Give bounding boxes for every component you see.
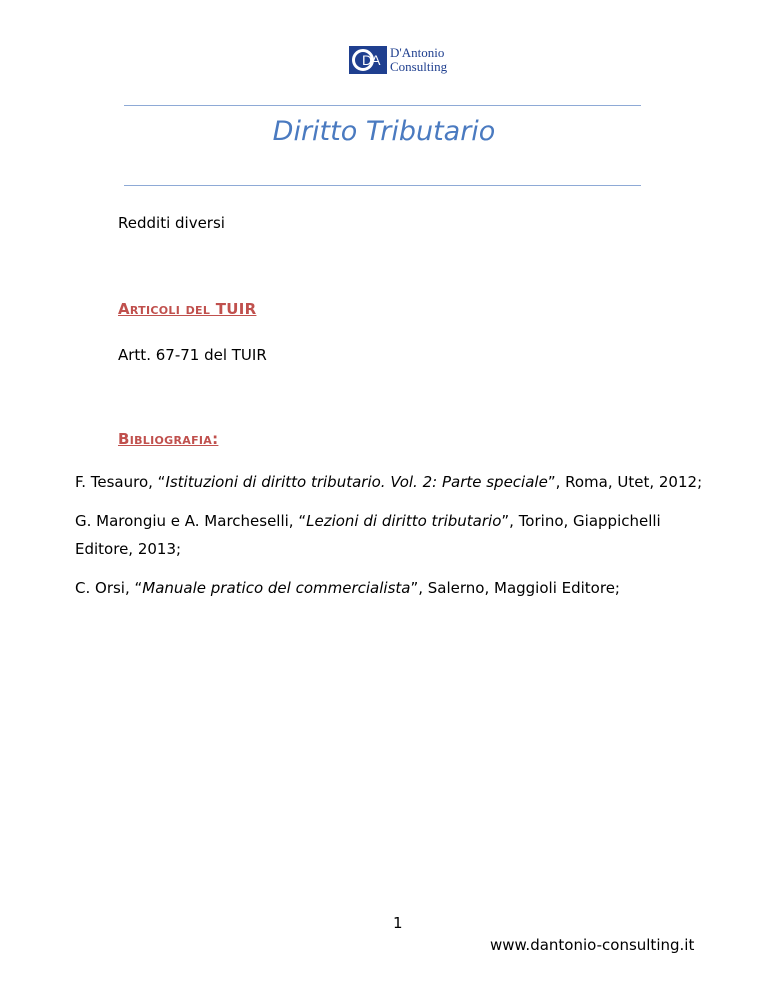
title-rule-top [124,105,641,106]
title-rule-bottom [124,185,641,186]
articles-text: Artt. 67-71 del TUIR [118,346,267,364]
bibliography-entry: C. Orsi, “Manuale pratico del commercialista”, Salerno, Maggioli Editore; [75,579,620,597]
logo-line-2: Consulting [390,59,448,74]
logo-mark-letters: DA [362,52,380,68]
bibliography-heading: Bibliografia: [118,430,219,448]
bibliography-entry: G. Marongiu e A. Marcheselli, “Lezioni di diritto tributario”, Torino, Giappichelli Editore, 2013; [75,512,661,558]
book-title: Manuale pratico del commercialista [142,579,411,597]
page-number: 1 [393,914,403,932]
logo-mark [349,46,387,74]
book-title: Lezioni di diritto tributario [306,512,502,530]
bibliography-entry: F. Tesauro, “Istituzioni di diritto tributario. Vol. 2: Parte speciale”, Roma, Utet, 2012; [75,473,703,491]
footer-url: www.dantonio-consulting.it [490,936,695,954]
document-subtitle: Redditi diversi [118,214,225,232]
document-title: Diritto Tributario [272,116,496,147]
book-title: Istituzioni di diritto tributario. Vol. 2: Parte speciale [165,473,548,491]
company-logo [349,46,447,74]
bibliography-list [75,468,715,613]
logo-text [390,46,447,74]
articles-heading: Articoli del TUIR [118,300,257,318]
logo-line-1: D'Antonio [390,45,445,60]
